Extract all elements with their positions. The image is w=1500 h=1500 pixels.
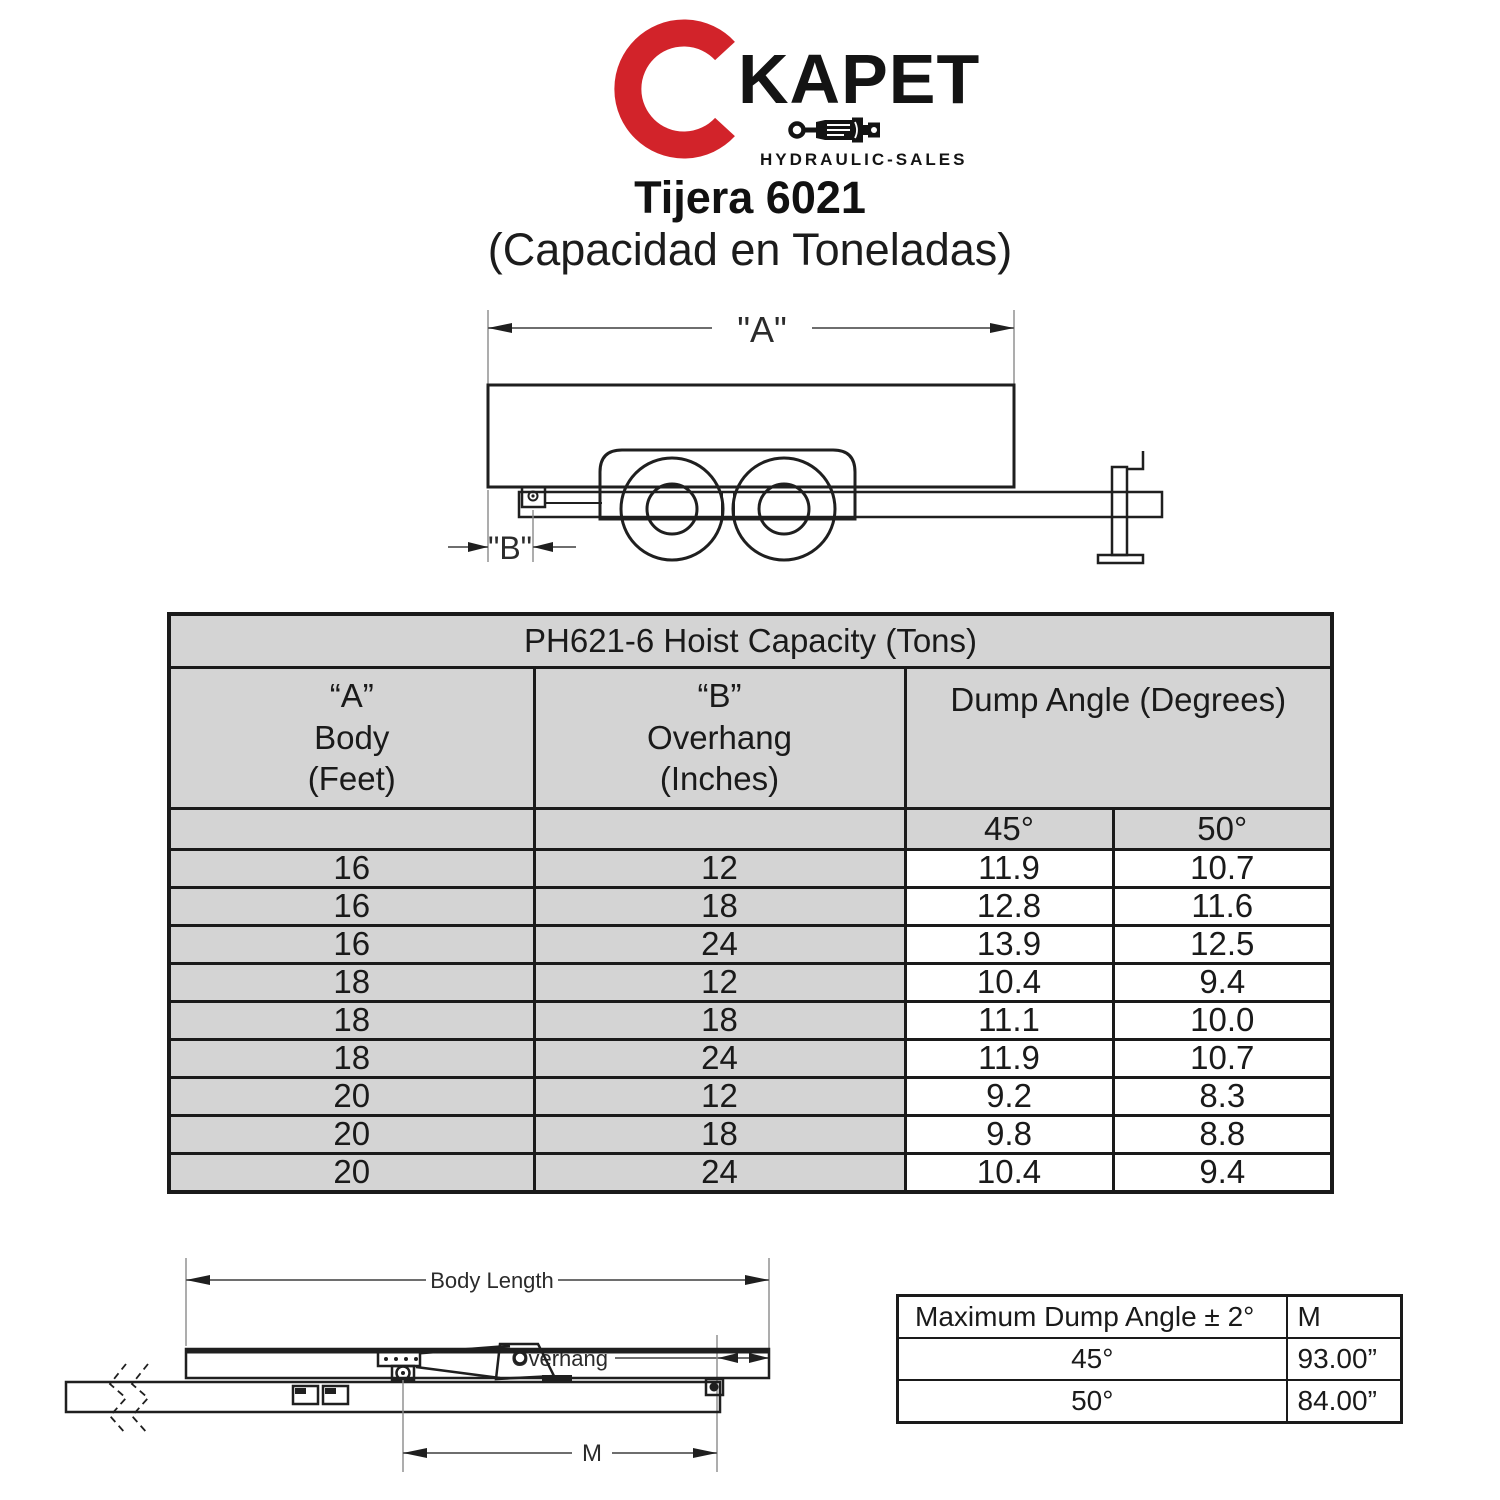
logo-tagline: HYDRAULIC-SALES <box>760 150 968 169</box>
fender <box>600 450 855 519</box>
table-row: 18 12 10.4 9.4 <box>169 964 1332 1002</box>
col-a-header: “A” Body (Feet) <box>169 668 534 809</box>
dim-b-label: "B" <box>487 530 533 566</box>
table-row: 20 24 10.4 9.4 <box>169 1154 1332 1193</box>
dim-a-label: "A" <box>737 309 787 350</box>
trailer-side-view-diagram <box>440 300 1200 595</box>
table-row: 16 12 11.9 10.7 <box>169 850 1332 888</box>
table-row: 20 12 9.2 8.3 <box>169 1078 1332 1116</box>
max-dump-angle-table <box>896 1294 1403 1424</box>
wheel-left <box>621 458 723 560</box>
hydraulic-cylinder-icon <box>788 116 980 149</box>
table-row: 18 18 11.1 10.0 <box>169 1002 1332 1040</box>
logo-text-block <box>738 8 980 170</box>
max-dump-angle-header: Maximum Dump Angle ± 2° <box>898 1296 1287 1339</box>
wheel-right <box>733 458 835 560</box>
trailer-frame-rail <box>519 492 1162 517</box>
table-row: 50° 84.00” <box>898 1380 1402 1423</box>
table-row: 16 18 12.8 11.6 <box>169 888 1332 926</box>
angle-45-header: 45° <box>905 809 1113 850</box>
empty-cell <box>169 809 534 850</box>
table-row: 16 24 13.9 12.5 <box>169 926 1332 964</box>
table-header-row <box>898 1296 1402 1339</box>
kapet-logo <box>612 8 980 170</box>
empty-cell <box>534 809 905 850</box>
brand-name: KAPET <box>738 40 981 118</box>
jack-foot <box>1098 555 1143 563</box>
break-line <box>132 1364 148 1434</box>
overhang-label: Overhang <box>511 1346 608 1371</box>
col-b-header: “B” Overhang (Inches) <box>534 668 905 809</box>
jack-post <box>1112 467 1127 555</box>
m-column-header: M <box>1287 1296 1402 1339</box>
page-title: Tijera 6021 <box>634 172 866 223</box>
hoist-frame <box>66 1382 720 1412</box>
hoist-side-view-diagram <box>30 1240 830 1495</box>
break-line <box>110 1364 126 1434</box>
hoist-capacity-table <box>167 612 1334 1194</box>
body-length-label: Body Length <box>430 1268 554 1293</box>
table-row: 20 18 9.8 8.8 <box>169 1116 1332 1154</box>
m-label: M <box>582 1440 602 1467</box>
table-row: 45° 93.00” <box>898 1338 1402 1380</box>
page-subtitle: (Capacidad en Toneladas) <box>487 224 1013 275</box>
dump-angle-header: Dump Angle (Degrees) <box>905 668 1332 809</box>
table-row: 18 24 11.9 10.7 <box>169 1040 1332 1078</box>
angle-50-header: 50° <box>1113 809 1332 850</box>
capacity-table-title: PH621-6 Hoist Capacity (Tons) <box>169 614 1332 668</box>
